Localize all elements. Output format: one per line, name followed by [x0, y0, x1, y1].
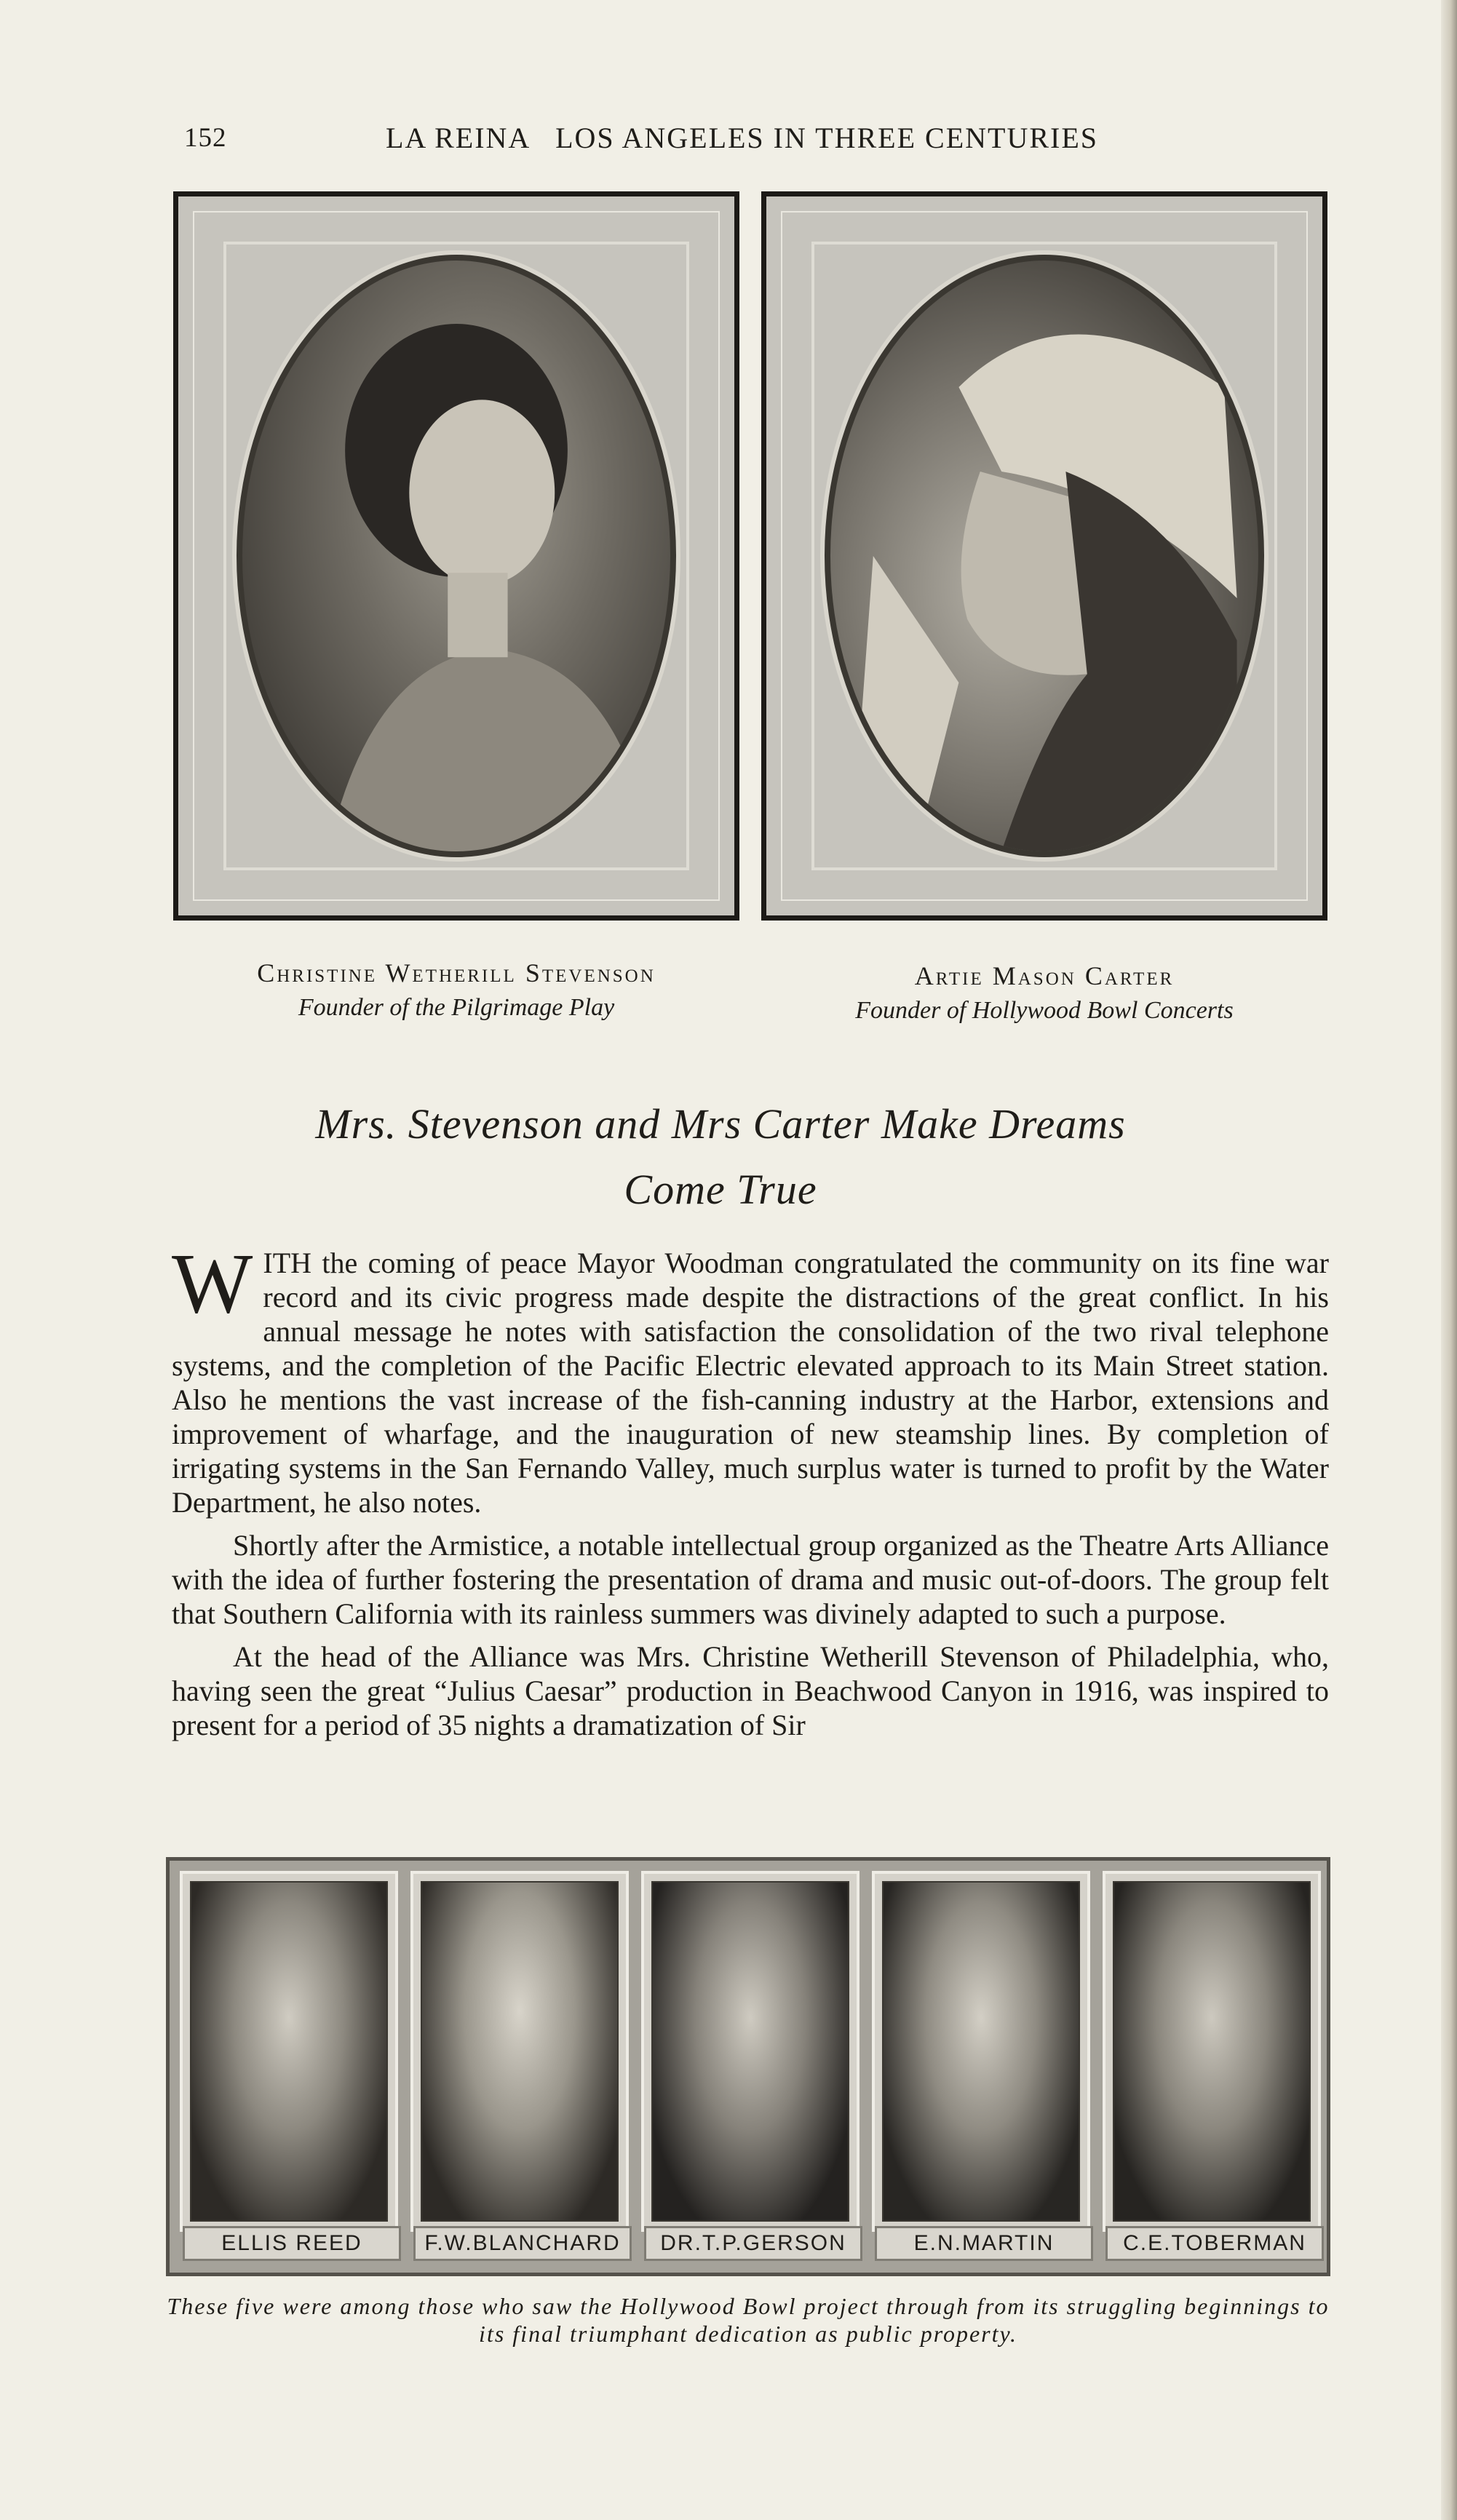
photo-cell-toberman [1103, 1871, 1321, 2255]
portrait-stevenson [173, 191, 739, 921]
photo-label: C.E.TOBERMAN [1105, 2226, 1324, 2261]
paragraph-3: At the head of the Alliance was Mrs. Christine Wetherill Stevenson of Philadelphia, who, having seen the great “Julius Caesar” production in Beachwood Canyon in 1916, was inspired to present for a period of 35 nights a dramatization of Sir [172, 1640, 1329, 1741]
drop-cap: W [172, 1236, 253, 1331]
caption-role: Founder of the Pilgrimage Play [298, 994, 615, 1021]
photo-cell-ellis-reed [180, 1871, 398, 2255]
caption-name: Christine Wetherill Stevenson [257, 958, 656, 987]
title-line-1: Mrs. Stevenson and Mrs Carter Make Dreams [315, 1100, 1126, 1148]
article-body [172, 1236, 1329, 1742]
caption-name: Artie Mason Carter [914, 961, 1175, 990]
photo-label: DR.T.P.GERSON [644, 2226, 862, 2261]
group-photo-caption: These five were among those who saw the Hollywood Bowl project through from its struggling beginnings to its final triumphant dedication as public property. [167, 2293, 1330, 2347]
paragraph-2: Shortly after the Armistice, a notable intellectual group organized as the Theatre Arts Alliance with the idea of further fostering the presentation of drama and music out-of-doors. The group felt that Southern California with its rainless summers was divinely adapted to such a purpose. [172, 1529, 1329, 1630]
title-line-2: Come True [624, 1165, 817, 1213]
article-title [175, 1092, 1266, 1223]
portrait-photo-stevenson [237, 255, 676, 857]
man-portrait-icon [190, 1881, 388, 2222]
woman-portrait-icon [242, 261, 670, 851]
page-number: 152 [184, 123, 227, 153]
photo-label: E.N.MARTIN [875, 2226, 1093, 2261]
man-portrait-icon [1113, 1881, 1311, 2222]
photo-label: ELLIS REED [183, 2226, 401, 2261]
group-photo-strip [166, 1857, 1330, 2276]
caption-stevenson [173, 958, 739, 1022]
man-portrait-icon [882, 1881, 1080, 2222]
paragraph-1 [172, 1236, 1329, 1519]
page-header [0, 116, 1237, 160]
caption-carter [761, 961, 1327, 1025]
photo-cell-martin [872, 1871, 1090, 2255]
portrait-carter [761, 191, 1327, 921]
portrait-photo-carter [825, 255, 1264, 857]
photo-label: F.W.BLANCHARD [413, 2226, 632, 2261]
running-head: LA REINA LOS ANGELES IN THREE CENTURIES [386, 122, 1099, 154]
man-portrait-icon [651, 1881, 849, 2222]
man-portrait-icon [421, 1881, 619, 2222]
caption-role: Founder of Hollywood Bowl Concerts [855, 997, 1234, 1024]
woman-profile-laurel-icon [830, 261, 1258, 851]
page-edge [1441, 0, 1457, 2520]
photo-cell-gerson [641, 1871, 859, 2255]
paragraph-1-text: ITH the coming of peace Mayor Woodman congratulated the community on its fine war record and its civic progress made despite the distractions of the great conflict. In his annual message he notes with satisfaction the consolidation of the two rival telephone systems, and the completion of the Pacific Electric elevated approach to its Main Street station. Also he mentions the vast increase of the fish-canning industry at the Harbor, extensions and improvement of wharfage, and the inauguration of new steamship lines. By completion of irrigating systems in the San Fernando Valley, much surplus water is turned to profit by the Water Department, he also notes. [172, 1247, 1329, 1519]
photo-cell-blanchard [410, 1871, 629, 2255]
